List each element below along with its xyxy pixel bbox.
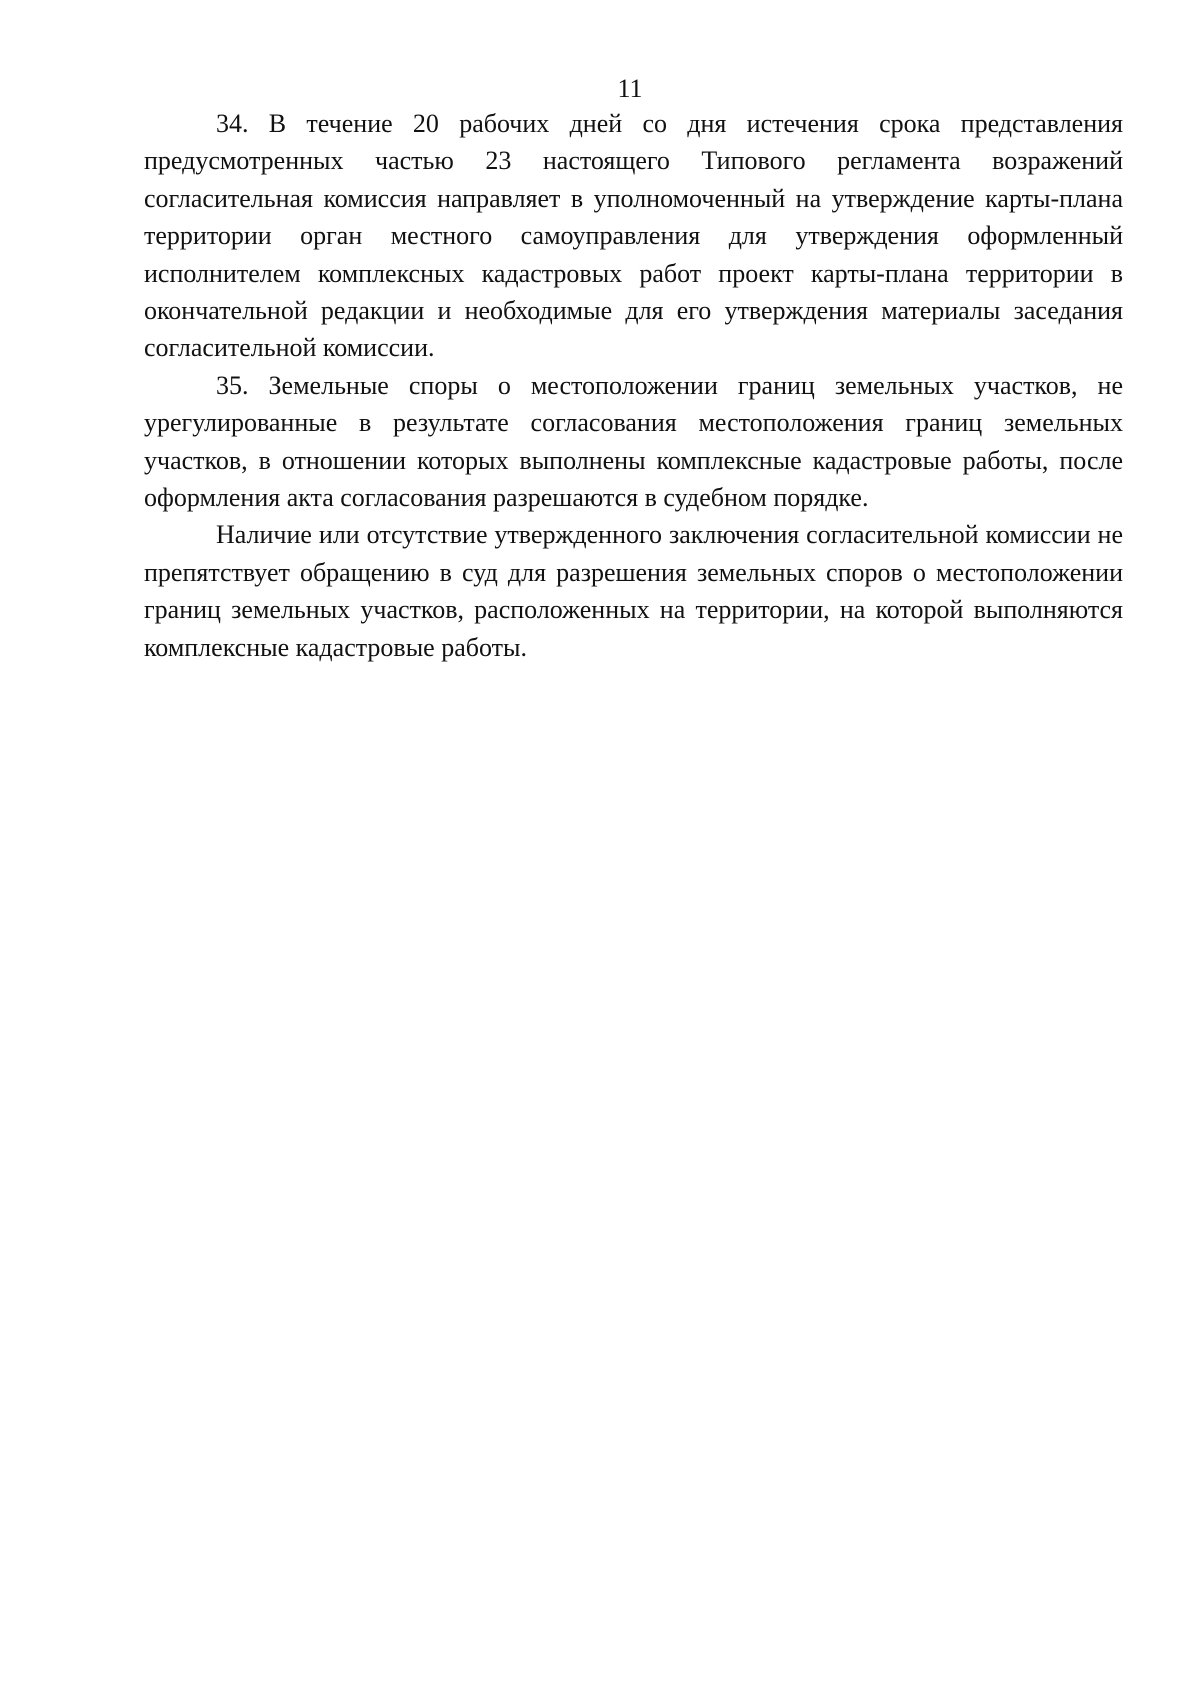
paragraph-35-continuation: Наличие или отсутствие утвержденного заключения согласительной комиссии не препятствует обращению в суд для разрешения земельных споров о местоположении границ земельных участков, расположенных на территории, на которой выполняются комплексные кадастровые работы. <box>144 520 1123 662</box>
document-body <box>144 105 1123 666</box>
paragraph-34: 34. В течение 20 рабочих дней со дня истечения срока представления предусмотренных частью 23 настоящего Типового регламента возражений согласительная комиссия направляет в уполномоченный на утверждение карты-плана территории орган местного самоуправления для утверждения оформленный исполнителем комплексных кадастровых работ проект карты-плана территории в окончательной редакции и необходимые для его утверждения материалы заседания согласительной комиссии. <box>144 109 1123 363</box>
page-number: 11 <box>617 74 643 103</box>
paragraph-35: 35. Земельные споры о местоположении границ земельных участков, не урегулированные в результате согласования местоположения границ земельных участков, в отношении которых выполнены комплексные кадастровые работы, после оформления акта согласования разрешаются в судебном порядке. <box>144 370 1123 513</box>
